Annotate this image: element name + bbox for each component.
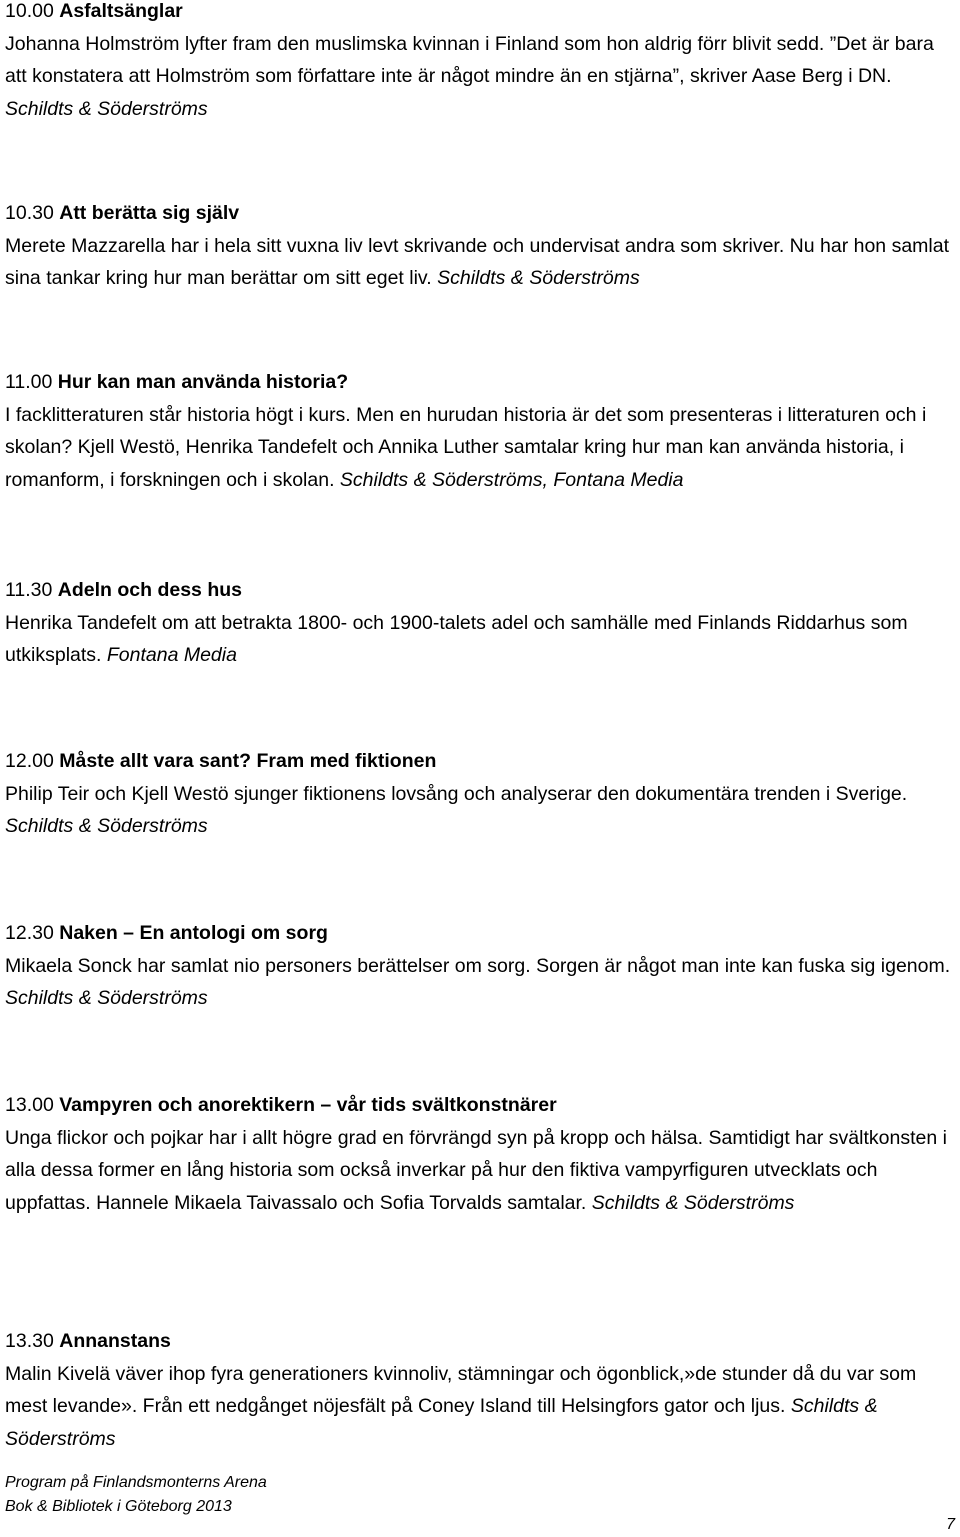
event-time: 12.00 (5, 750, 54, 772)
event-heading (5, 197, 955, 230)
event-adeln-och-dess-hus (5, 574, 955, 672)
event-title: Måste allt vara sant? (59, 750, 252, 772)
event-body: Mikaela Sonck har samlat nio personers berättelser om sorg. Sorgen är något man inte kan fuska sig igenom. (5, 954, 951, 977)
event-time: 12.30 (5, 922, 54, 944)
event-maste-allt-vara-sant (5, 745, 955, 843)
event-body: Unga flickor och pojkar har i allt högre grad en förvrängd syn på kropp och hälsa. Samtidigt har svältkonsten i alla dessa former en lång historia som också inverkar på hur den fiktiva vampyrfiguren utvecklats och uppfattas. Hannele Mikaela Taivassalo och Sofia Torvalds samtalar. (5, 1126, 947, 1214)
footer-line-event: Bok & Bibliotek i Göteborg 2013 (5, 1498, 232, 1515)
event-naken (5, 917, 955, 1015)
event-description (5, 28, 955, 126)
event-vampyren-och-anorektikern (5, 1089, 955, 1219)
event-title: Naken – En antologi om sorg (59, 922, 328, 944)
event-heading (5, 574, 955, 607)
event-body: Henrika Tandefelt om att betrakta 1800- och 1900-talets adel och samhälle med Finlands Riddarhus som utkiksplats. (5, 611, 908, 666)
event-time: 10.00 (5, 0, 54, 22)
event-title: Adeln och dess hus (57, 579, 242, 601)
event-publisher: Schildts & Söderströms, Fontana Media (339, 468, 684, 491)
event-title: Annanstans (59, 1330, 171, 1352)
event-description (5, 778, 955, 843)
event-time: 11.00 (5, 371, 53, 393)
event-time: 10.30 (5, 202, 54, 224)
event-hur-kan-man-anvanda-historia (5, 366, 955, 496)
event-heading (5, 1325, 955, 1358)
event-body: Philip Teir och Kjell Westö sjunger fiktionens lovsång och analyserar den dokumentära trenden i Sverige. (5, 782, 908, 805)
event-title: Vampyren och anorektikern – vår tids svältkonstnärer (59, 1094, 557, 1116)
event-body: Johanna Holmström lyfter fram den muslimska kvinnan i Finland som hon aldrig förr blivit sedd. ”Det är bara att konstatera att Holmström som författare inte är något mindre än en stjärna”, skriver Aase Berg i DN. (5, 32, 934, 87)
event-time: 13.00 (5, 1094, 54, 1116)
event-body: Merete Mazzarella har i hela sitt vuxna liv levt skrivande och undervisat andra som skriver. Nu har hon samlat sina tankar kring hur man berättar om sitt eget liv. (5, 234, 949, 289)
event-body: I facklitteraturen står historia högt i kurs. Men en hurudan historia är det som presenteras i litteraturen och i skolan? Kjell Westö, Henrika Tandefelt och Annika Luther samtalar kring hur man kan använda historia, i romanform, i forskningen och i skolan. (5, 403, 927, 491)
event-publisher: Schildts & Söderströms (5, 815, 208, 837)
event-publisher: Schildts & Söderströms (5, 97, 208, 120)
event-heading (5, 745, 955, 778)
event-publisher: Fontana Media (106, 644, 237, 666)
event-description (5, 230, 955, 295)
event-description (5, 607, 955, 672)
event-description (5, 1122, 955, 1220)
event-publisher: Schildts & Söderströms (591, 1191, 795, 1214)
event-title: Hur kan man använda historia? (57, 371, 349, 393)
event-description (5, 950, 955, 1015)
event-description (5, 399, 955, 497)
event-publisher: Schildts & Söderströms (437, 267, 640, 289)
event-att-beratta-sig-sjalv (5, 197, 955, 295)
event-annanstans (5, 1325, 955, 1455)
event-description (5, 1358, 955, 1456)
event-time: 13.30 (5, 1330, 54, 1352)
event-asfaltsanglar (5, 0, 955, 125)
event-publisher: Schildts & Söderströms (5, 987, 208, 1009)
event-heading (5, 1089, 955, 1122)
event-publisher: Schildts & Söderströms (5, 1395, 878, 1450)
page-number: 7 (946, 1516, 955, 1533)
event-heading (5, 917, 955, 950)
event-heading (5, 0, 955, 28)
event-time: 11.30 (5, 579, 53, 601)
event-heading (5, 366, 955, 399)
event-title-secondary: Fram med fiktionen (256, 750, 437, 772)
footer-line-program: Program på Finlandsmonterns Arena (5, 1474, 267, 1491)
event-title: Asfaltsänglar (59, 0, 183, 22)
event-title: Att berätta sig själv (59, 202, 240, 224)
event-body: Malin Kivelä väver ihop fyra generationers kvinnoliv, stämningar och ögonblick,»de stunder då du var som mest levande». Från ett nedgånget nöjesfält på Coney Island till Helsingfors gator och ljus. (5, 1362, 917, 1417)
page-footer (5, 1471, 267, 1519)
